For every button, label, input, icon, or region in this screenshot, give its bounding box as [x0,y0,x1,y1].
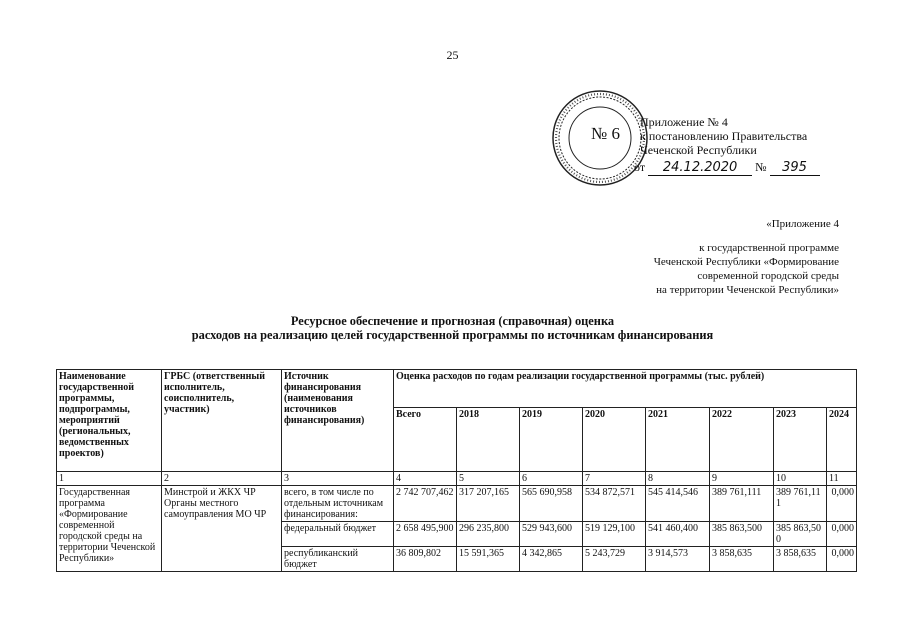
value-2018: 296 235,800 [457,522,520,547]
col-number: 9 [710,472,774,486]
value-2022: 3 858,635 [710,547,774,572]
value-2018: 15 591,365 [457,547,520,572]
handwritten-number: 395 [770,160,820,176]
grbs-cell [162,486,282,572]
col-number: 5 [457,472,520,486]
value-2018: 317 207,165 [457,486,520,522]
program-appendix-line2: к государственной программе [699,242,839,254]
program-appendix-line3: Чеченской Республики «Формирование [653,256,839,268]
value-2020: 519 129,100 [583,522,646,547]
col-number: 11 [827,472,857,486]
value-2019: 529 943,600 [520,522,583,547]
program-appendix-line5: на территории Чеченской Республики» [656,284,839,296]
value-total: 2 742 707,462 [394,486,457,522]
grbs-line2: Органы местного самоуправления МО ЧР [164,498,267,520]
financing-table [56,369,857,572]
table-row [57,486,857,522]
program-appendix-block [539,217,839,297]
approval-block [640,115,870,157]
approval-date-row [634,160,874,176]
value-2019: 4 342,865 [520,547,583,572]
approval-title: Приложение № 4 [640,115,728,129]
value-2021: 541 460,400 [646,522,710,547]
value-2022: 389 761,111 [710,486,774,522]
program-appendix-line4: современной городской среды [697,270,839,282]
header-2024: 2024 [827,408,857,472]
header-source: Источник финансирования (наименования источников финансирования) [282,370,394,472]
value-2024: 0,000 [827,547,857,572]
value-2023: 385 863,500 [774,522,827,547]
approval-line2: к постановлению Правительства [640,129,808,143]
program-appendix-line1: «Приложение 4 [766,218,839,230]
header-2019: 2019 [520,408,583,472]
value-total: 36 809,802 [394,547,457,572]
value-2023: 389 761,111 [774,486,827,522]
col-number: 4 [394,472,457,486]
header-total: Всего [394,408,457,472]
value-2024: 0,000 [827,522,857,547]
col-number: 10 [774,472,827,486]
header-2020: 2020 [583,408,646,472]
date-prefix: от [634,160,646,174]
number-prefix: № [755,160,767,174]
source-cell: федеральный бюджет [282,522,394,547]
value-2021: 3 914,573 [646,547,710,572]
col-number: 3 [282,472,394,486]
header-2018: 2018 [457,408,520,472]
header-2022: 2022 [710,408,774,472]
approval-line3: Чеченской Республики [640,143,757,157]
value-2024: 0,000 [827,486,857,522]
value-2019: 565 690,958 [520,486,583,522]
grbs-line1: Минстрой и ЖКХ ЧР [164,487,256,498]
value-2020: 534 872,571 [583,486,646,522]
col-number: 7 [583,472,646,486]
program-name-cell: Государственная программа «Формирование современной городской среды на территории Чеченской Республики» [57,486,162,572]
header-grbs: ГРБС (ответственный исполнитель, соисполнитель, участник) [162,370,282,472]
header-2023: 2023 [774,408,827,472]
value-2023: 3 858,635 [774,547,827,572]
source-cell: республиканский бюджет [282,547,394,572]
header-estimate: Оценка расходов по годам реализации государственной программы (тыс. рублей) [394,370,857,408]
col-number: 6 [520,472,583,486]
value-total: 2 658 495,900 [394,522,457,547]
value-2021: 545 414,546 [646,486,710,522]
handwritten-date: 24.12.2020 [648,160,752,176]
header-program-name: Наименование государственной программы, подпрограммы, мероприятий (региональных, ведомственных проектов) [57,370,162,472]
stamp-number: № 6 [591,124,620,143]
value-2022: 385 863,500 [710,522,774,547]
document-title-line1: Ресурсное обеспечение и прогнозная (справочная) оценка [290,314,615,328]
table-header-row [57,370,857,408]
header-2021: 2021 [646,408,710,472]
col-number: 1 [57,472,162,486]
column-number-row [57,472,857,486]
value-2020: 5 243,729 [583,547,646,572]
document-title-line2: расходов на реализацию целей государственной программы по источникам финансирования [191,328,714,342]
page-number: 25 [446,48,459,62]
source-cell: всего, в том числе по отдельным источникам финансирования: [282,486,394,522]
document-title [0,314,905,342]
col-number: 8 [646,472,710,486]
col-number: 2 [162,472,282,486]
